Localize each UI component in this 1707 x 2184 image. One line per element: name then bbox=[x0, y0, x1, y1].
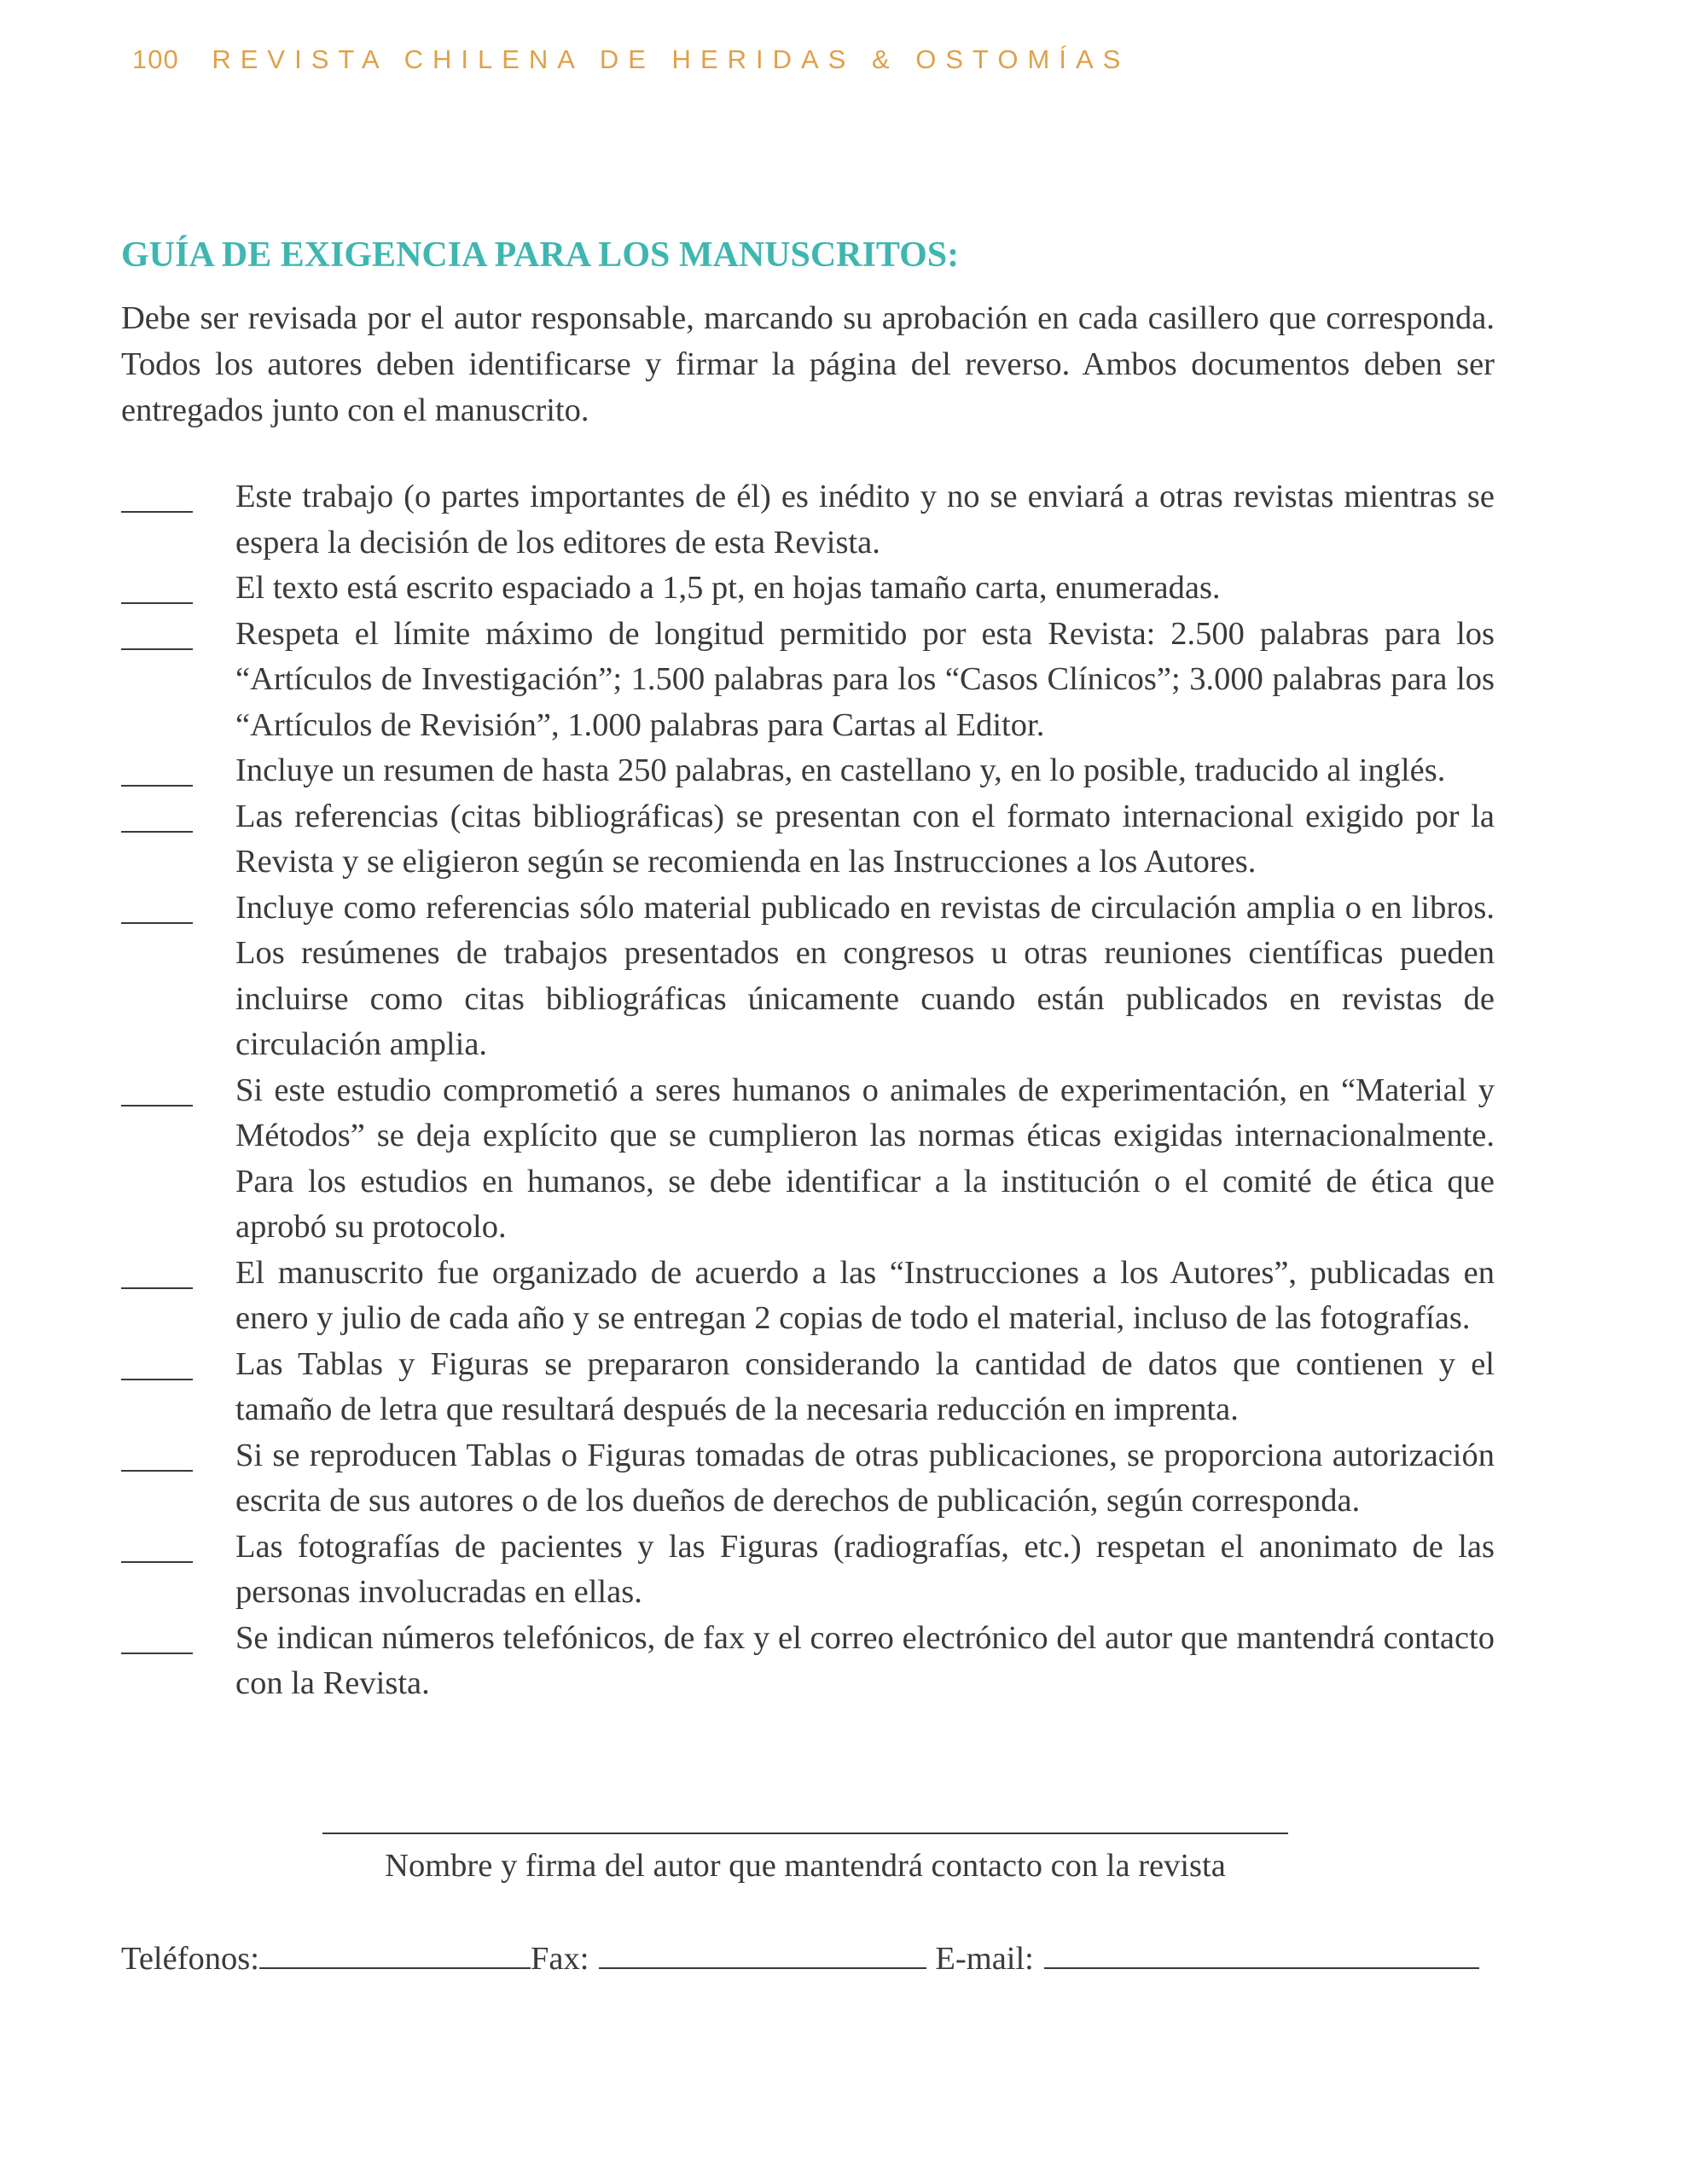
checklist-item bbox=[121, 1433, 1495, 1525]
checklist-item bbox=[121, 566, 1495, 612]
check-blank[interactable] bbox=[121, 612, 193, 658]
contact-row bbox=[121, 1933, 1495, 1982]
checklist-item-text: El texto está escrito espaciado a 1,5 pt, en hojas tamaño carta, enumeradas. bbox=[235, 570, 1221, 606]
checklist-item bbox=[121, 1525, 1495, 1616]
checklist-item-text: Incluye como referencias sólo material publicado en revistas de circulación amplia o en libros. Los resúmenes de trabajos presentados en congresos u otras reuniones científicas pueden incluirse como citas bibliográficas únicamente cuando están publicados en revistas de circulación amplia. bbox=[235, 889, 1495, 1062]
intro-paragraph: Debe ser revisada por el autor responsable, marcando su aprobación en cada casillero que corresponda. Todos los autores deben identificarse y firmar la página del reverso. Ambos documentos deben ser entregados junto con el manuscrito. bbox=[121, 300, 1495, 428]
page-number: 100 bbox=[132, 44, 179, 74]
checklist-item bbox=[121, 794, 1495, 886]
checklist-item-text: Este trabajo (o partes importantes de él) es inédito y no se enviará a otras revistas mientras se espera la decisión de los editores de esta Revista. bbox=[235, 479, 1495, 561]
check-blank[interactable] bbox=[121, 1525, 193, 1571]
checklist-item-text: Las referencias (citas bibliográficas) se presentan con el formato internacional exigido por la Revista y se eligieron según se recomienda en las Instrucciones a los Autores. bbox=[235, 798, 1495, 880]
checklist-item-text: Las Tablas y Figuras se prepararon considerando la cantidad de datos que contienen y el tamaño de letra que resultará después de la necesaria reducción en imprenta. bbox=[235, 1345, 1495, 1427]
checklist-item-text: El manuscrito fue organizado de acuerdo a las “Instrucciones a los Autores”, publicadas en enero y julio de cada año y se entregan 2 copias de todo el material, incluso de las fotografías. bbox=[235, 1254, 1495, 1336]
checklist-item-text: Respeta el límite máximo de longitud permitido por esta Revista: 2.500 palabras para los “Artículos de Investigación”; 1.500 palabras para los “Casos Clínicos”; 3.000 palabras para los “Artículos de Revisión”, 1.000 palabras para Cartas al Editor. bbox=[235, 615, 1495, 743]
checklist-item-text: Si se reproducen Tablas o Figuras tomadas de otras publicaciones, se proporciona autorización escrita de sus autores o de los dueños de derechos de publicación, según corresponda. bbox=[235, 1437, 1495, 1519]
check-blank[interactable] bbox=[121, 1251, 193, 1297]
check-blank[interactable] bbox=[121, 886, 193, 932]
email-field[interactable] bbox=[1044, 1933, 1479, 1969]
check-blank[interactable] bbox=[121, 794, 193, 840]
checklist-item bbox=[121, 612, 1495, 749]
running-header bbox=[132, 44, 1129, 75]
phone-field[interactable] bbox=[259, 1933, 531, 1969]
signature-line[interactable] bbox=[322, 1833, 1288, 1834]
checklist-item bbox=[121, 474, 1495, 566]
check-blank[interactable] bbox=[121, 566, 193, 612]
checklist bbox=[121, 474, 1495, 1707]
checklist-item-text: Se indican números telefónicos, de fax y el correo electrónico del autor que mantendrá contacto con la Revista. bbox=[235, 1619, 1495, 1701]
checklist-item bbox=[121, 1616, 1495, 1707]
checklist-item-text: Las fotografías de pacientes y las Figuras (radiografías, etc.) respetan el anonimato de las personas involucradas en ellas. bbox=[235, 1528, 1495, 1610]
checklist-item bbox=[121, 886, 1495, 1068]
guide-title: GUÍA DE EXIGENCIA PARA LOS MANUSCRITOS: bbox=[121, 235, 960, 275]
check-blank[interactable] bbox=[121, 748, 193, 794]
checklist-item-text: Si este estudio comprometió a seres humanos o animales de experimentación, en “Material y Métodos” se deja explícito que se cumplieron las normas éticas exigidas internacionalmente. Para los estudios en humanos, se debe identificar a la institución o el comité de ética que aprobó su protocolo. bbox=[235, 1072, 1495, 1245]
checklist-item bbox=[121, 1068, 1495, 1251]
checklist-item bbox=[121, 748, 1495, 794]
phone-label: Teléfonos: bbox=[121, 1941, 259, 1977]
signature-caption: Nombre y firma del autor que mantendrá contacto con la revista bbox=[385, 1848, 1226, 1884]
journal-name: REVISTA CHILENA DE HERIDAS & OSTOMÍAS bbox=[212, 44, 1130, 74]
check-blank[interactable] bbox=[121, 1433, 193, 1479]
email-label: E-mail: bbox=[935, 1941, 1034, 1977]
check-blank[interactable] bbox=[121, 1342, 193, 1388]
checklist-item bbox=[121, 1251, 1495, 1342]
fax-field[interactable] bbox=[599, 1933, 926, 1969]
fax-label: Fax: bbox=[530, 1941, 589, 1977]
checklist-item bbox=[121, 1342, 1495, 1433]
check-blank[interactable] bbox=[121, 1068, 193, 1114]
check-blank[interactable] bbox=[121, 474, 193, 520]
check-blank[interactable] bbox=[121, 1616, 193, 1662]
checklist-item-text: Incluye un resumen de hasta 250 palabras, en castellano y, en lo posible, traducido al inglés. bbox=[235, 752, 1446, 788]
